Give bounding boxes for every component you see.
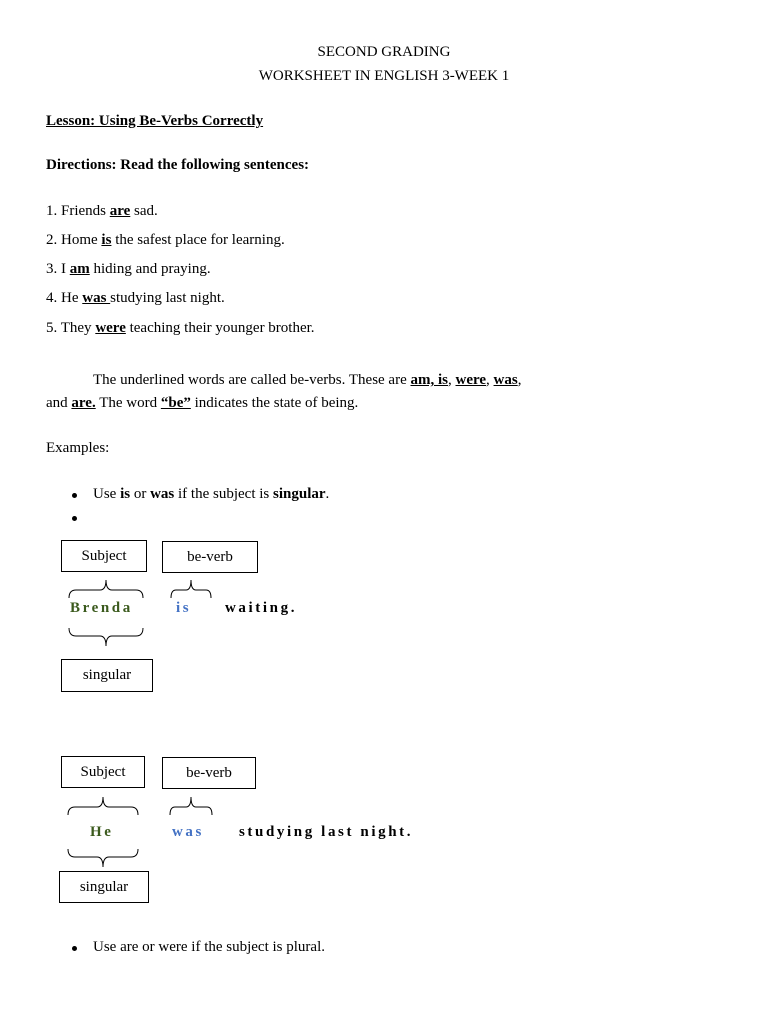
verb-top-brace-icon: [170, 578, 212, 600]
number-label-box: singular: [61, 659, 153, 692]
rule-singular: Use is or was if the subject is singular.: [93, 486, 330, 502]
sentence-remainder: studying last night.: [239, 824, 414, 840]
subject-label-box: Subject: [61, 756, 145, 788]
sentence-remainder: waiting.: [225, 600, 298, 616]
subject-label-box: Subject: [61, 540, 147, 572]
rule-plural: Use are or were if the subject is plural.: [93, 939, 325, 955]
worksheet-title-line1: SECOND GRADING: [317, 44, 451, 60]
subject-bottom-brace-icon: [67, 847, 139, 869]
be-verb-label-box: be-verb: [162, 757, 256, 789]
be-verb-label-box: be-verb: [162, 541, 258, 573]
explanation-line-1: The underlined words are called be-verbs. These are am, is, were, was,: [93, 372, 522, 388]
sentence-2: 2. Home is the safest place for learning.: [46, 232, 285, 248]
lesson-heading: Lesson: Using Be-Verbs Correctly: [46, 113, 264, 129]
explanation-line-2: and are. The word “be” indicates the state of being.: [46, 395, 359, 411]
verb-word: was: [172, 824, 204, 840]
bullet-icon: [72, 946, 77, 951]
bullet-icon: [72, 516, 77, 521]
sentence-1: 1. Friends are sad.: [46, 203, 158, 219]
directions-heading: Directions: Read the following sentences:: [46, 157, 310, 173]
worksheet-title-line2: WORKSHEET IN ENGLISH 3-WEEK 1: [258, 68, 510, 84]
be-verb-are: are: [109, 203, 131, 219]
be-verb-is: is: [101, 232, 112, 248]
sentence-3: 3. I am hiding and praying.: [46, 261, 211, 277]
be-verb-were: were: [95, 320, 126, 336]
number-label-box: singular: [59, 871, 149, 903]
be-verb-am: am: [69, 261, 90, 277]
be-verb-was: was: [82, 290, 111, 306]
subject-bottom-brace-icon: [68, 626, 144, 648]
verb-word: is: [176, 600, 192, 616]
verb-top-brace-icon: [169, 795, 213, 817]
sentence-5: 5. They were teaching their younger brother.: [46, 320, 315, 336]
subject-word: Brenda: [70, 600, 133, 616]
subject-top-brace-icon: [67, 795, 139, 817]
examples-label: Examples:: [46, 440, 110, 456]
bullet-icon: [72, 493, 77, 498]
subject-word: He: [90, 824, 114, 840]
sentence-4: 4. He was studying last night.: [46, 290, 225, 306]
subject-top-brace-icon: [68, 578, 144, 600]
